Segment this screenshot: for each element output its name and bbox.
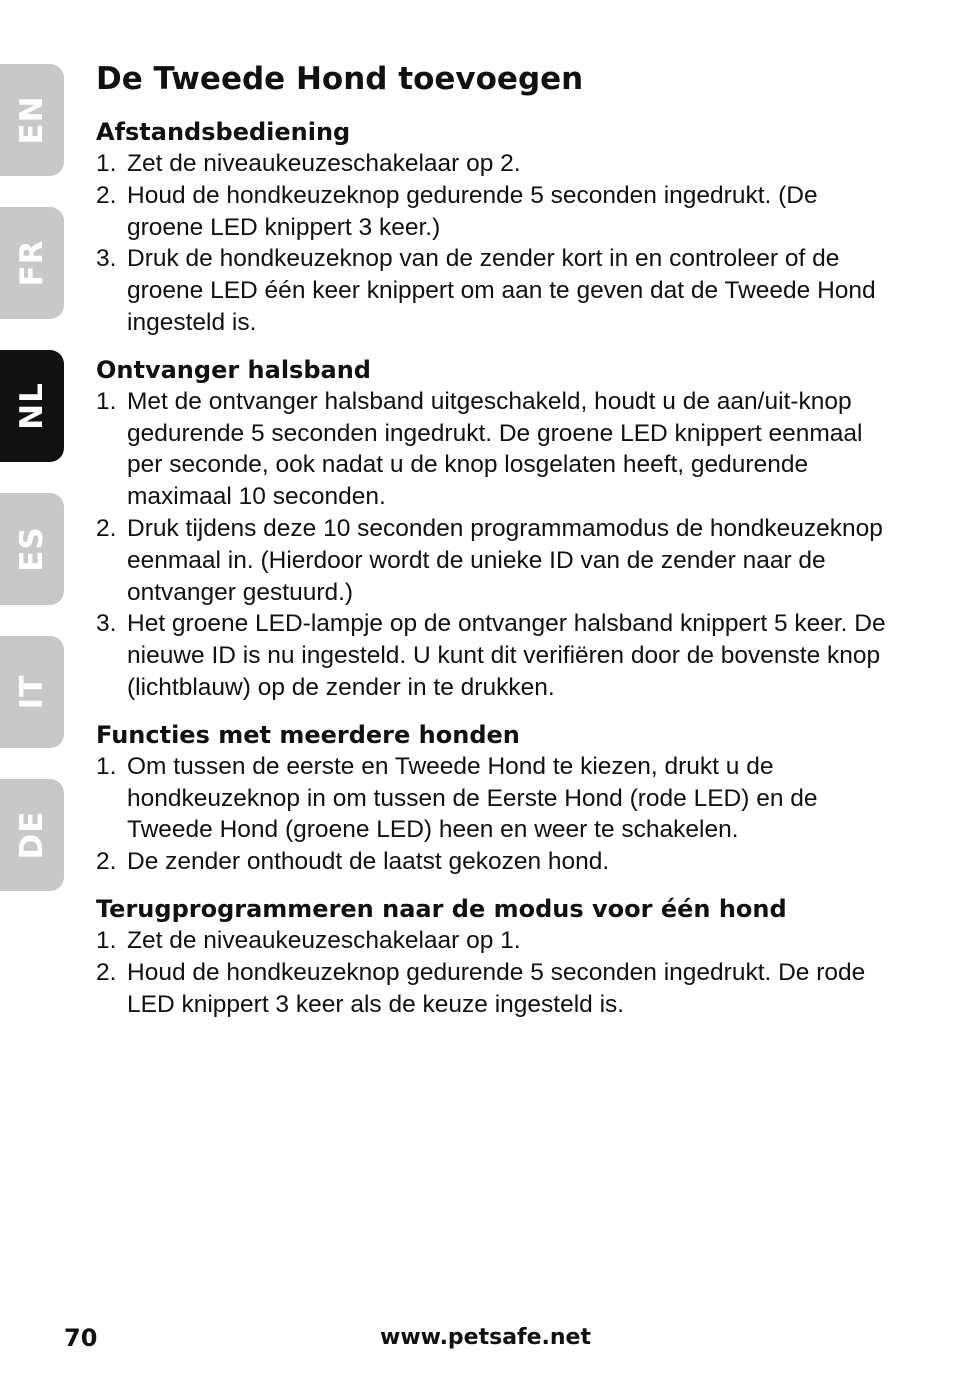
section-terugprogrammeren	[96, 893, 896, 1020]
page-number: 70	[64, 1324, 98, 1352]
step-text: Houd de hondkeuzeknop gedurende 5 seconden ingedrukt. De rode LED knippert 3 keer als de keuze ingesteld is.	[127, 958, 866, 1018]
section-heading: Terugprogrammeren naar de modus voor één hond	[96, 894, 787, 923]
section-heading: Ontvanger halsband	[96, 355, 371, 384]
main-content	[96, 58, 896, 1035]
lang-tab-en[interactable]	[0, 64, 64, 176]
step-text: De zender onthoudt de laatst gekozen hond.	[127, 848, 610, 876]
step-text: Druk tijdens deze 10 seconden programmamodus de hondkeuzeknop eenmaal in. (Hierdoor wordt de unieke ID van de zender naar de ontvanger gestuurd.)	[127, 514, 883, 606]
step-number: 2.	[96, 181, 117, 209]
lang-tab-es[interactable]	[0, 493, 64, 605]
step-number: 3.	[96, 610, 117, 638]
step-text: Met de ontvanger halsband uitgeschakeld, houdt u de aan/uit-knop gedurende 5 seconden ingedrukt. De groene LED knippert eenmaal per seconde, ook nadat u de knop losgelaten heeft, gedurende maximaal 10 seconden.	[127, 387, 863, 511]
step-number: 1.	[96, 926, 117, 954]
step-text: Houd de hondkeuzeknop gedurende 5 seconden ingedrukt. (De groene LED knippert 3 keer.)	[127, 181, 818, 241]
list-item	[96, 386, 896, 513]
footer-url[interactable]: www.petsafe.net	[380, 1325, 591, 1350]
lang-tab-label: DE	[14, 810, 50, 860]
step-list	[96, 386, 896, 704]
step-list	[96, 925, 896, 1020]
step-number: 1.	[96, 150, 117, 177]
section-afstandsbediening	[96, 116, 896, 339]
step-list	[96, 751, 896, 878]
step-number: 2.	[96, 514, 117, 542]
step-number: 2.	[96, 958, 117, 986]
list-item	[96, 608, 896, 703]
list-item	[96, 513, 896, 608]
step-list	[96, 148, 896, 339]
list-item	[96, 148, 896, 180]
list-item	[96, 243, 896, 338]
lang-tab-label: IT	[14, 674, 50, 710]
lang-tab-label: ES	[14, 526, 50, 572]
step-text: Zet de niveaukeuzeschakelaar op 1.	[127, 926, 521, 954]
list-item	[96, 846, 896, 878]
section-functies-meerdere-honden	[96, 719, 896, 878]
step-number: 3.	[96, 245, 117, 273]
step-text: Het groene LED-lampje op de ontvanger halsband knippert 5 keer. De nieuwe ID is nu ingesteld. U kunt dit verifiëren door de bovenste knop (lichtblauw) op de zender in te drukken.	[127, 610, 886, 701]
list-item	[96, 957, 896, 1021]
step-text: Druk de hondkeuzeknop van de zender kort in en controleer of de groene LED één keer knippert om aan te geven dat de Tweede Hond ingesteld is.	[127, 245, 876, 336]
list-item	[96, 751, 896, 846]
section-ontvanger-halsband	[96, 354, 896, 704]
language-tabs	[0, 0, 64, 1400]
lang-tab-label: EN	[14, 95, 50, 145]
step-number: 2.	[96, 848, 117, 876]
section-heading: Functies met meerdere honden	[96, 720, 520, 749]
step-text: Om tussen de eerste en Tweede Hond te kiezen, drukt u de hondkeuzeknop in om tussen de Eerste Hond (rode LED) en de Tweede Hond (groene LED) heen en weer te schakelen.	[127, 752, 818, 844]
lang-tab-label: FR	[14, 239, 50, 287]
list-item	[96, 180, 896, 244]
lang-tab-fr[interactable]	[0, 207, 64, 319]
lang-tab-label: NL	[14, 382, 50, 430]
step-text: Zet de niveaukeuzeschakelaar op 2.	[127, 150, 521, 177]
list-item	[96, 925, 896, 957]
lang-tab-it[interactable]	[0, 636, 64, 748]
page-title: De Tweede Hond toevoegen	[96, 61, 584, 97]
section-heading: Afstandsbediening	[96, 118, 351, 146]
step-number: 1.	[96, 387, 117, 415]
lang-tab-de[interactable]	[0, 779, 64, 891]
step-number: 1.	[96, 752, 117, 780]
lang-tab-nl[interactable]	[0, 350, 64, 462]
